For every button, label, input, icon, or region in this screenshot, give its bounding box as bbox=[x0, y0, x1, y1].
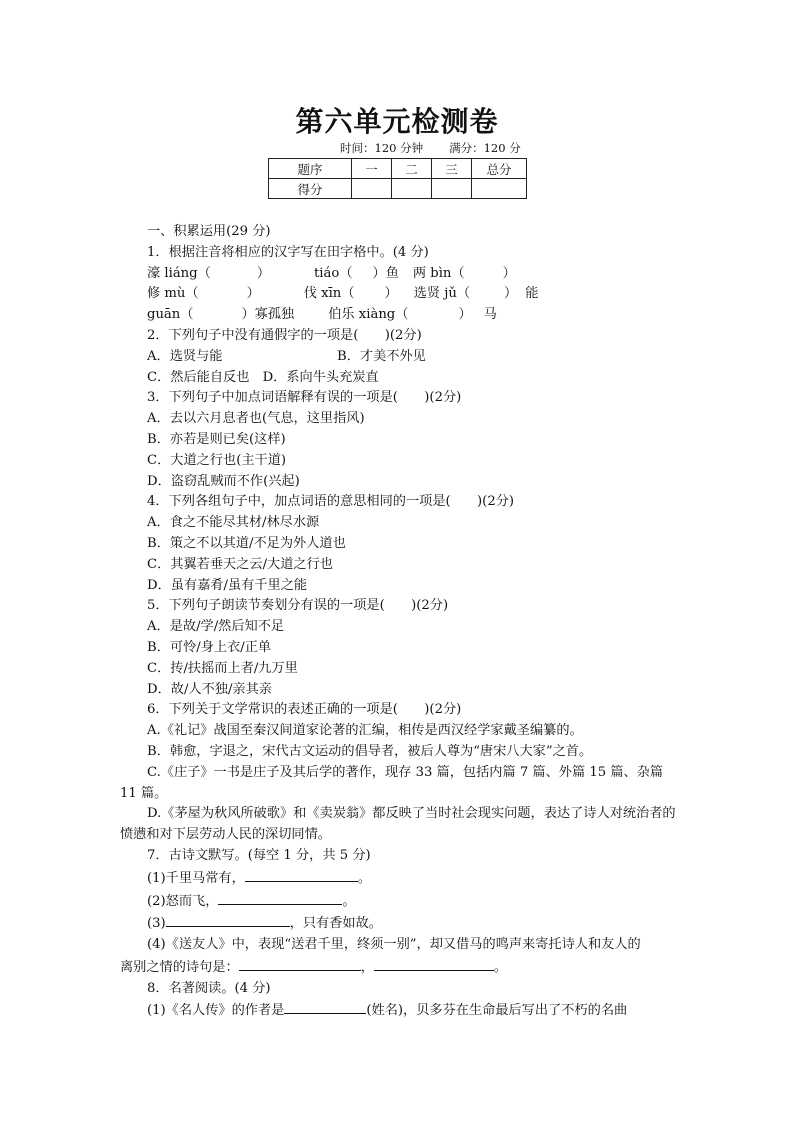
option-d: D．盗窃乱贼而不作(兴起) bbox=[147, 473, 300, 489]
question-3-stem: 3．下列句子中加点词语解释有误的一项是( )(2分) bbox=[147, 390, 462, 406]
recite-text: 离别之情的诗句是： bbox=[120, 959, 239, 975]
question-2-options-cd: C．然后能自反也 D．系向牛头充炭直 bbox=[147, 369, 379, 385]
question-6-stem: 6．下列关于文学常识的表述正确的一项是( )(2分) bbox=[147, 702, 462, 718]
answer-blank[interactable] bbox=[374, 956, 494, 971]
score-table bbox=[268, 158, 527, 199]
pinyin-item: ） bbox=[246, 286, 260, 302]
option-b: B．才美不外见 bbox=[337, 348, 426, 364]
pinyin-item: 选贤 jǔ（ bbox=[413, 286, 471, 302]
option-d-text: D.《茅屋为秋风所破歌》和《卖炭翁》都反映了当时社会现实问题，表达了诗人对统治者的愤懑和对下层劳动人民的深切同情。 bbox=[120, 806, 676, 843]
score-table-header-cell: 题序 bbox=[269, 159, 352, 179]
option-d: D．虽有嘉肴/虽有千里之能 bbox=[147, 577, 308, 593]
option-a: A．选贤与能 bbox=[147, 348, 223, 364]
score-table-row-label: 得分 bbox=[269, 179, 352, 199]
option-a: A．是故/学/然后知不足 bbox=[147, 619, 285, 635]
question-8-item-1 bbox=[120, 999, 676, 1022]
question-1-row-1 bbox=[120, 264, 676, 285]
option-a: A．食之不能尽其材/林尽水源 bbox=[147, 515, 320, 531]
option-a: A．去以六月息者也(气息，这里指风) bbox=[147, 411, 365, 427]
option-c: C．其翼若垂天之云/大道之行也 bbox=[147, 556, 333, 572]
option-c: C．抟/扶摇而上者/九万里 bbox=[147, 660, 298, 676]
pinyin-item: ）鱼 bbox=[372, 265, 399, 281]
pinyin-item: 濠 liáng（ bbox=[147, 265, 211, 281]
score-cell[interactable] bbox=[432, 179, 472, 199]
answer-blank[interactable] bbox=[218, 890, 342, 905]
section-heading: 一、积累运用(29 分) bbox=[147, 224, 271, 239]
question-1-row-2 bbox=[120, 284, 676, 305]
answer-blank[interactable] bbox=[239, 956, 361, 971]
recite-text: (2)怒而飞， bbox=[147, 893, 219, 909]
option-d bbox=[120, 804, 676, 846]
option-c-text: C.《庄子》一书是庄子及其后学的著作，现存 33 篇，包括内篇 7 篇、外篇 15 篇、杂篇 11 篇。 bbox=[120, 764, 664, 801]
question-7-item-4-cont bbox=[120, 956, 676, 979]
question-2-stem: 2．下列句子中没有通假字的一项是( )(2分) bbox=[147, 327, 422, 343]
question-1-stem: 1．根据注音将相应的汉字写在田字格中。(4 分) bbox=[147, 244, 429, 260]
question-7-item-3 bbox=[120, 912, 676, 935]
option-c: C．大道之行也(主干道) bbox=[147, 452, 287, 468]
pinyin-item: 马 bbox=[483, 307, 497, 323]
exam-full-score: 满分：120 分 bbox=[449, 141, 521, 155]
score-table-score-row bbox=[269, 179, 527, 199]
recite-text: 。 bbox=[493, 959, 508, 975]
option-b: B．策之不以其道/不足为外人道也 bbox=[147, 535, 346, 551]
answer-blank[interactable] bbox=[284, 999, 366, 1014]
pinyin-item: tiáo（ bbox=[314, 265, 353, 281]
question-4-stem: 4．下列各组句子中，加点词语的意思相同的一项是( )(2分) bbox=[147, 494, 515, 510]
score-table-header-cell: 三 bbox=[432, 159, 472, 179]
score-cell[interactable] bbox=[472, 179, 527, 199]
answer-blank[interactable] bbox=[166, 912, 290, 927]
exam-content bbox=[120, 222, 676, 1022]
pinyin-item: 寡孤独 bbox=[254, 307, 295, 323]
pinyin-item: 能 bbox=[525, 286, 539, 302]
question-7-item-2 bbox=[120, 890, 676, 913]
pinyin-item: ） bbox=[458, 307, 472, 323]
pinyin-item: ） bbox=[384, 286, 398, 302]
question-5-stem: 5．下列句子朗读节奏划分有误的一项是( )(2分) bbox=[147, 598, 449, 614]
pinyin-item: ） bbox=[256, 265, 270, 281]
score-table-header-row bbox=[269, 159, 527, 179]
pinyin-item: ） bbox=[502, 265, 516, 281]
answer-blank[interactable] bbox=[245, 867, 358, 882]
question-8-stem: 8．名著阅读。(4 分) bbox=[147, 980, 271, 996]
question-1-row-3 bbox=[120, 305, 676, 326]
question-7-stem: 7．古诗文默写。(每空 1 分，共 5 分) bbox=[147, 847, 371, 863]
pinyin-item: ） bbox=[504, 286, 518, 302]
exam-meta bbox=[340, 140, 521, 156]
score-cell[interactable] bbox=[392, 179, 432, 199]
pinyin-item: 两 bìn（ bbox=[412, 265, 465, 281]
option-b: B．韩愈，字退之，宋代古文运动的倡导者，被后人尊为“唐宋八大家”之首。 bbox=[147, 743, 593, 759]
pinyin-item: 伯乐 xiàng（ bbox=[328, 307, 409, 323]
reading-text: (姓名)，贝多芬在生命最后写出了不朽的名曲 bbox=[366, 1003, 628, 1019]
score-table-header-cell: 二 bbox=[392, 159, 432, 179]
recite-text: ，只有香如故。 bbox=[289, 916, 382, 932]
question-7-item-1 bbox=[120, 867, 676, 890]
pinyin-item: 修 mù（ bbox=[147, 286, 199, 302]
pinyin-item: ） bbox=[241, 307, 255, 323]
reading-text: (1)《名人传》的作者是 bbox=[147, 1003, 285, 1019]
exam-time: 时间：120 分钟 bbox=[340, 141, 424, 155]
recite-text: 。 bbox=[342, 893, 356, 909]
pinyin-item: 伐 xīn（ bbox=[303, 286, 355, 302]
option-a: A.《礼记》战国至秦汉间道家论著的汇编，相传是西汉经学家戴圣编纂的。 bbox=[147, 723, 583, 739]
recite-text: (1)千里马常有， bbox=[147, 870, 245, 886]
option-d: D．故/人不独/亲其亲 bbox=[147, 681, 272, 697]
pinyin-item: guān（ bbox=[147, 307, 194, 323]
score-table-header-cell: 一 bbox=[352, 159, 392, 179]
recite-text: (3) bbox=[147, 916, 166, 932]
recite-text: ， bbox=[360, 959, 374, 975]
page-title: 第六单元检测卷 bbox=[295, 105, 499, 138]
option-c bbox=[120, 763, 676, 805]
option-b: B．亦若是则已矣(这样) bbox=[147, 431, 286, 447]
score-table-header-cell: 总分 bbox=[472, 159, 527, 179]
option-b: B．可怜/身上衣/正单 bbox=[147, 639, 272, 655]
recite-text: 。 bbox=[357, 870, 371, 886]
score-cell[interactable] bbox=[352, 179, 392, 199]
question-7-item-4: (4)《送友人》中，表现“送君千里，终须一别”，却又借马的鸣声来寄托诗人和友人的 bbox=[147, 937, 641, 953]
question-2-options-ab bbox=[120, 347, 676, 368]
